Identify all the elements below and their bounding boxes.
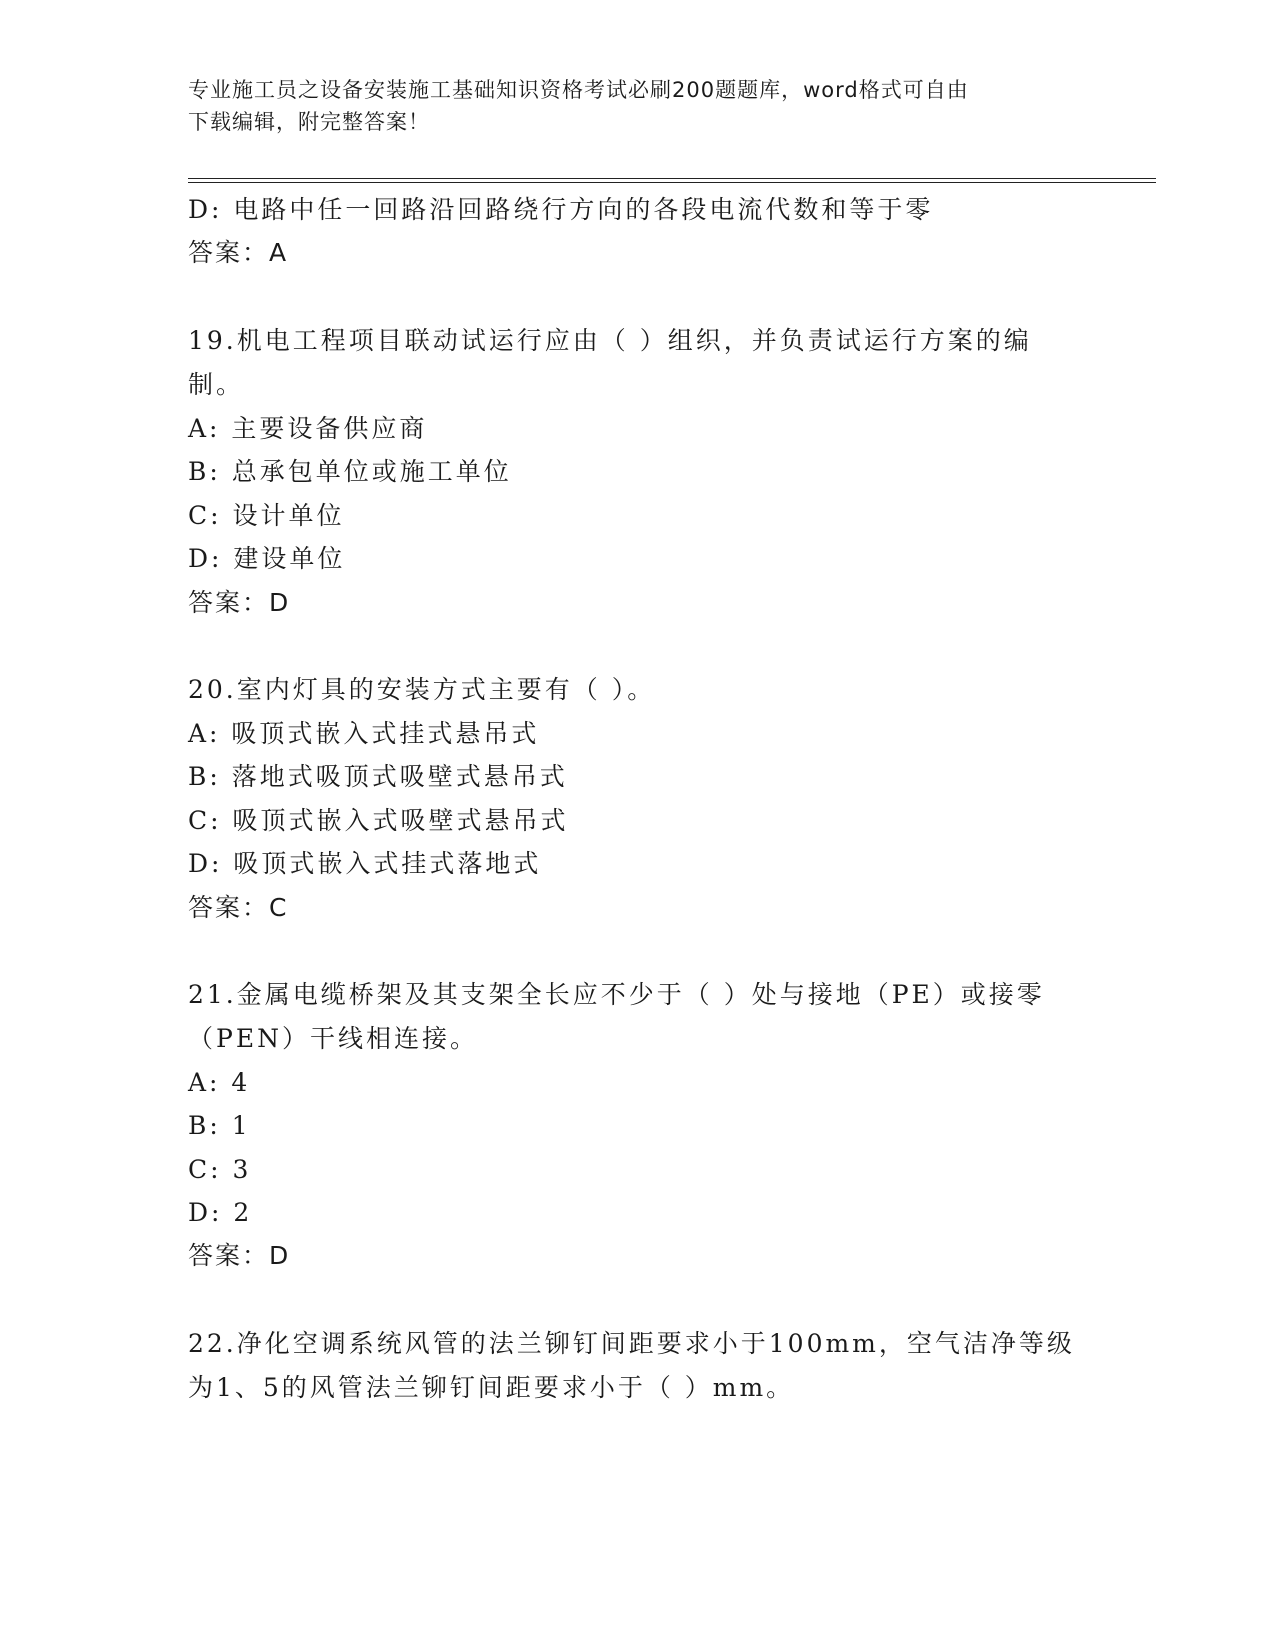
q20-option-d: D: 吸顶式嵌入式挂式落地式 — [188, 849, 542, 878]
q21-option-b: B: 1 — [188, 1111, 251, 1140]
header-line-1: 专业施工员之设备安装施工基础知识资格考试必刷200题题库，word格式可自由 — [188, 78, 969, 102]
header-divider-bottom — [188, 182, 1156, 183]
q22-stem-line-1: 22.净化空调系统风管的法兰铆钉间距要求小于100mm，空气洁净等级 — [188, 1329, 1075, 1358]
q20-answer: 答案：C — [188, 893, 289, 922]
q20-option-a: A: 吸顶式嵌入式挂式悬吊式 — [188, 719, 540, 748]
header-divider-top — [188, 178, 1156, 179]
document-header — [188, 74, 1068, 138]
header-line-2: 下载编辑，附完整答案！ — [188, 110, 430, 134]
q19-option-b: B: 总承包单位或施工单位 — [188, 457, 512, 486]
q19-stem-line-2: 制。 — [188, 370, 245, 399]
q19-stem-line-1: 19.机电工程项目联动试运行应由（ ）组织，并负责试运行方案的编 — [188, 326, 1032, 355]
q21-stem-line-1: 21.金属电缆桥架及其支架全长应不少于（ ）处与接地（PE）或接零 — [188, 980, 1045, 1009]
q19-option-c: C: 设计单位 — [188, 501, 345, 530]
q21-option-d: D: 2 — [188, 1198, 253, 1227]
q19-option-d: D: 建设单位 — [188, 544, 346, 573]
q22-stem-line-2: 为1、5的风管法兰铆钉间距要求小于（ ）mm。 — [188, 1373, 795, 1402]
q18-answer: 答案：A — [188, 238, 289, 267]
q19-answer: 答案：D — [188, 588, 291, 617]
q20-option-b: B: 落地式吸顶式吸壁式悬吊式 — [188, 762, 568, 791]
q21-option-a: A: 4 — [188, 1068, 251, 1097]
q18-option-d: D: 电路中任一回路沿回路绕行方向的各段电流代数和等于零 — [188, 195, 934, 224]
q21-stem-line-2: （PEN）干线相连接。 — [188, 1024, 478, 1053]
q20-stem-line-1: 20.室内灯具的安装方式主要有（ ）。 — [188, 675, 656, 704]
q21-answer: 答案：D — [188, 1241, 291, 1270]
q21-option-c: C: 3 — [188, 1155, 252, 1184]
q20-option-c: C: 吸顶式嵌入式吸壁式悬吊式 — [188, 806, 569, 835]
q19-option-a: A: 主要设备供应商 — [188, 414, 428, 443]
